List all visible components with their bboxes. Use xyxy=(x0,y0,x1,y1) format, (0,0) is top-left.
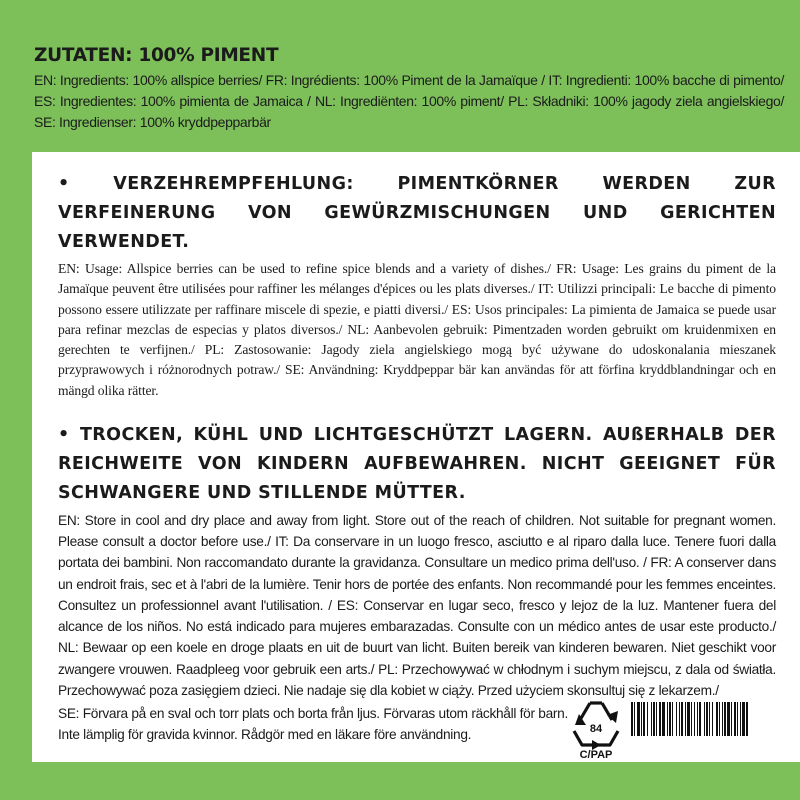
storage-heading: • TROCKEN, KÜHL UND LICHTGESCHÜTZT LAGERN. AUßERHALB DER REICHWEITE VON KINDERN AUFBEWAHREN. NICHT GEEIGNET FÜR SCHWANGERE UND STILLENDE MÜTTER. xyxy=(58,425,776,504)
usage-section xyxy=(58,170,776,401)
usage-heading: • VERZEHREMPFEHLUNG: PIMENTKÖRNER WERDEN ZUR VERFEINERUNG VON GEWÜRZMISCHUNGEN UND GERICHTEN VERWENDET. xyxy=(58,174,776,252)
recycle-code: 84 xyxy=(589,722,603,735)
storage-text: EN: Store in cool and dry place and away from light. Store out of the reach of children. Not suitable for pregnant women. Please consult a doctor before use./ IT: Da conservare in un luogo fresco, asciutto e al riparo dalla luce. Tenere fuori dalla portata dei bambini. Non raccomandato durante la gravidanza. Consultare un medico prima dell'uso. / FR: A conserver dans un endroit frais, sec et à l'abri de la lumière. Tenir hors de portée des enfants. Non recommandé pour les femmes enceintes. Consultez un professionnel avant l'utilisation. / ES: Conservar en lugar seco, fresco y lejoz de la luz. Mantener fuera del alcance de los niños. No está indicado para mujeres embarazadas. Consulte con un médico antes de usar este producto./ NL: Bewaar op een koele en droge plaats en uit de buurt van licht. Buiten bereik van kinderen bewaren. Niet geschikt voor zwangere vrouwen. Raadpleeg voor gebruik een arts./ PL: Przechowywać w chłodnym i suchym miejscu, z dala od światła. Przechowywać poza zasięgiem dzieci. Nie nadaje się dla kobiet w ciąży. Przed użyciem skonsultuj się z lekarzem./ xyxy=(58,513,776,698)
recycle-label: C/PAP xyxy=(579,748,613,759)
storage-text-se: SE: Förvara på en sval och torr plats och borta från ljus. Förvaras utom räckhåll för barn. Inte lämplig för gravida kvinnor. Rådgör med en läkare före användning. xyxy=(58,705,568,743)
storage-section xyxy=(58,421,776,759)
recycling-symbol-icon xyxy=(566,695,626,759)
ingredients-translations: EN: Ingredients: 100% allspice berries/ FR: Ingrédients: 100% Piment de la Jamaïque / IT: Ingredienti: 100% bacche di pimento/ ES: Ingredientes: 100% pimienta de Jamaica / NL: Ingrediënten: 100% piment/ PL: Składniki: 100% jagody ziela angielskiego/ SE: Ingredienser: 100% kryddpepparbär xyxy=(34,72,784,130)
info-panel xyxy=(32,152,800,762)
ingredients-title: ZUTATEN: 100% PIMENT xyxy=(34,45,279,66)
usage-text: EN: Usage: Allspice berries can be used to refine spice blends and a variety of dishes./ FR: Usage: Les grains du piment de la Jamaïque peuvent être utilisées pour raffiner les mélanges d'épices ou les plats diverses./ IT: Utilizzi principali: Le bacche di pimento possono essere utilizzate per raffinare miscele di spezie, e piatti diversi./ ES: Usos principales: La pimienta de Jamaica se puede usar para refinar mezclas de especias y platos diversos./ NL: Aanbevolen gebruik: Pimentzaden worden gebruikt om kruidenmixen en gerechten te verfijnen./ PL: Zastosowanie: Jagody ziela angielskiego mogą być używane do udoskonalania mieszanek przyprawowych i różnorodnych potraw./ SE: Användning: Kryddpeppar bär kan användas för att förfina kryddblandningar och en mängd olika rätter. xyxy=(58,261,776,398)
barcode-bar xyxy=(748,702,749,736)
storage-last-row xyxy=(58,703,776,759)
barcode-icon xyxy=(631,702,800,736)
ingredients-section xyxy=(34,44,784,133)
